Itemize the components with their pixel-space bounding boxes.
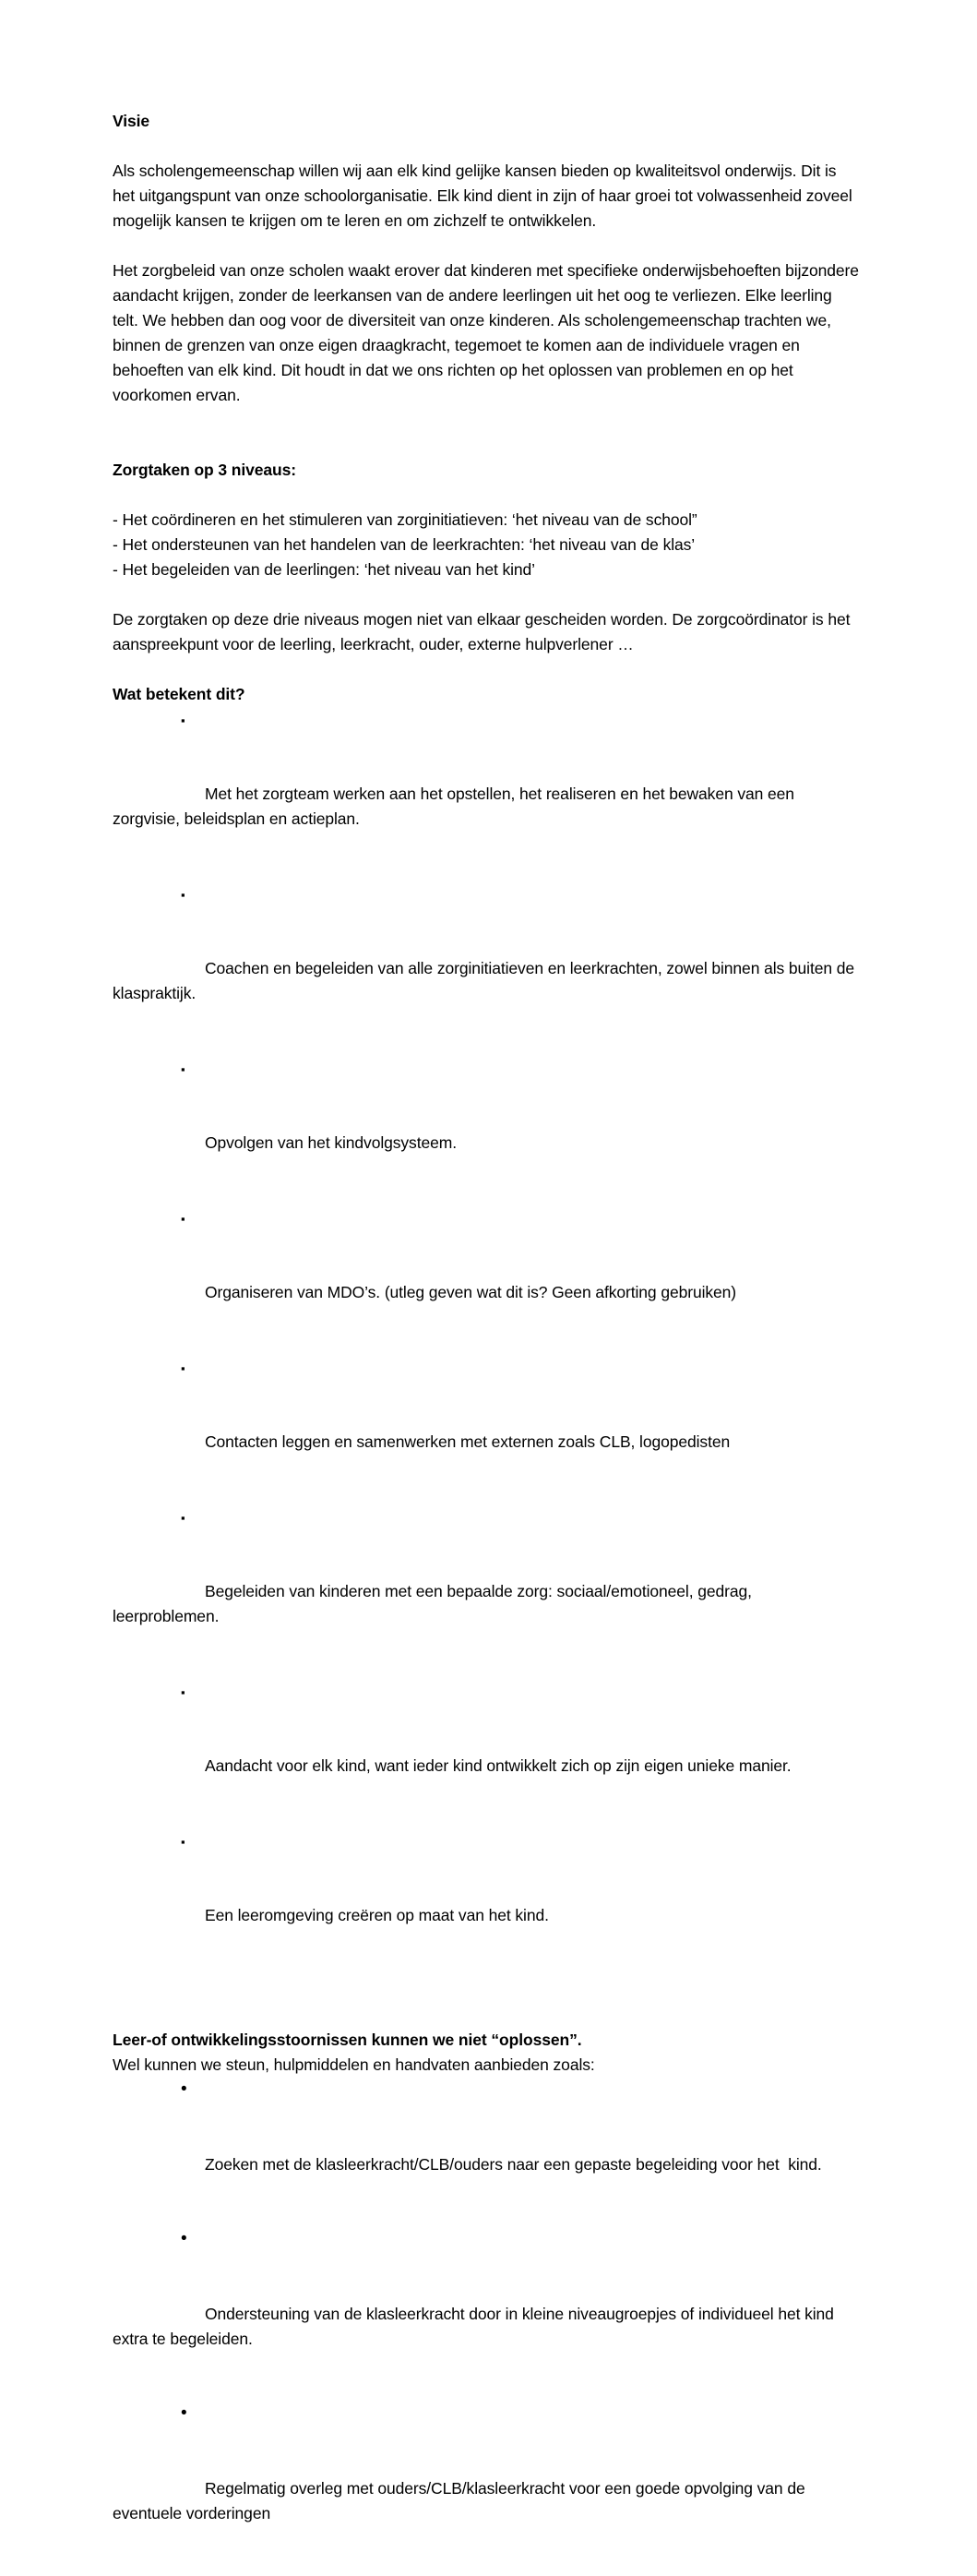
list-item-text: Opvolgen van het kindvolgsysteem. (205, 1133, 457, 1152)
spacer (113, 582, 860, 607)
square-bullet-icon: ▪ (181, 1685, 185, 1699)
list-item-text: Zoeken met de klasleerkracht/CLB/ouders naar een gepaste begeleiding voor het kind. (205, 2155, 822, 2174)
round-bullet-icon: • (181, 2229, 187, 2248)
list-item-text: Ondersteuning van de klasleerkracht door in kleine niveaugroepjes of individueel het kind extra te begeleiden. (113, 2305, 839, 2348)
list-item (113, 707, 860, 881)
heading-wat-betekent-dit: Wat betekent dit? (113, 685, 245, 703)
list-item (113, 2402, 860, 2576)
zorgtaken-item-kind: - Het begeleiden van de leerlingen: ‘het niveau van het kind’ (113, 560, 535, 579)
document-body (113, 109, 864, 2576)
list-item-text: Organiseren van MDO’s. (utleg geven wat dit is? Geen afkorting gebruiken) (205, 1283, 737, 1301)
heading-leerstoornissen: Leer-of ontwikkelingsstoornissen kunnen we niet “oplossen”. (113, 2031, 582, 2049)
round-bullet-icon: • (181, 2079, 187, 2099)
spacer (113, 1978, 860, 2028)
list-item (113, 1679, 860, 1828)
spacer (113, 408, 860, 458)
list-item-text: Begeleiden van kinderen met een bepaalde zorg: sociaal/emotioneel, gedrag, leerproblemen. (113, 1582, 757, 1625)
list-item-text: Coachen en begeleiden van alle zorginitiatieven en leerkrachten, zowel binnen als buiten de klaspraktijk. (113, 959, 859, 1002)
spacer (113, 134, 860, 159)
spacer (113, 483, 860, 508)
zorgtaken-item-klas: - Het ondersteunen van het handelen van de leerkrachten: ‘het niveau van de klas’ (113, 535, 696, 554)
square-bullet-icon: ▪ (181, 713, 185, 727)
paragraph-leerstoornissen-intro: Wel kunnen we steun, hulpmiddelen en handvaten aanbieden zoals: (113, 2055, 595, 2074)
heading-zorgtaken: Zorgtaken op 3 niveaus: (113, 461, 296, 479)
list-item (113, 2078, 860, 2227)
spacer (113, 657, 860, 682)
list-item-text: Een leeromgeving creëren op maat van het kind. (205, 1906, 549, 1924)
list-item (113, 1205, 860, 1355)
bullet-list-taken (113, 707, 860, 1978)
square-bullet-icon: ▪ (181, 1361, 185, 1375)
paragraph-visie-1: Als scholengemeenschap willen wij aan elk kind gelijke kansen bieden op kwaliteitsvol onderwijs. Dit is het uitgangspunt van onze schoolorganisatie. Elk kind dient in zijn of haar groei tot volwassenheid zoveel mogelijk kansen te krijgen om te leren en om zichzelf te ontwikkelen. (113, 162, 857, 230)
square-bullet-icon: ▪ (181, 1212, 185, 1226)
bullet-list-hulpmiddelen (113, 2078, 860, 2576)
paragraph-visie-2: Het zorgbeleid van onze scholen waakt erover dat kinderen met specifieke onderwijsbehoeften bijzondere aandacht krijgen, zonder de leerkansen van de andere leerlingen uit het oog te verliezen. Elke leerling telt. We hebben dan oog voor de diversiteit van onze kinderen. Als scholengemeenschap trachten we, binnen de grenzen van onze eigen draagkracht, tegemoet te komen aan de individuele vragen en behoeften van elk kind. Dit houdt in dat we ons richten op het oplossen van problemen en op het voorkomen ervan. (113, 261, 864, 404)
square-bullet-icon: ▪ (181, 1835, 185, 1849)
list-item-text: Met het zorgteam werken aan het opstellen, het realiseren en het bewaken van een zorgvisie, beleidsplan en actieplan. (113, 785, 799, 828)
square-bullet-icon: ▪ (181, 1062, 185, 1076)
round-bullet-icon: • (181, 2403, 187, 2423)
list-item (113, 1355, 860, 1504)
list-item-text: Aandacht voor elk kind, want ieder kind ontwikkelt zich op zijn eigen unieke manier. (205, 1756, 792, 1775)
zorgtaken-item-school: - Het coördineren en het stimuleren van zorginitiatieven: ‘het niveau van de school” (113, 510, 697, 529)
list-item-text: Contacten leggen en samenwerken met externen zoals CLB, logopedisten (205, 1432, 731, 1451)
list-item-text: Regelmatig overleg met ouders/CLB/klasleerkracht voor een goede opvolging van de eventuele vorderingen (113, 2479, 810, 2522)
list-item (113, 2227, 860, 2402)
list-item (113, 881, 860, 1056)
heading-visie: Visie (113, 112, 150, 130)
list-item (113, 1828, 860, 1978)
square-bullet-icon: ▪ (181, 888, 185, 902)
spacer (113, 234, 860, 258)
paragraph-zorgtaken-closing: De zorgtaken op deze drie niveaus mogen niet van elkaar gescheiden worden. De zorgcoördinator is het aanspreekpunt voor de leerling, leerkracht, ouder, externe hulpverlener … (113, 610, 855, 653)
square-bullet-icon: ▪ (181, 1511, 185, 1525)
list-item (113, 1056, 860, 1205)
list-item (113, 1504, 860, 1679)
